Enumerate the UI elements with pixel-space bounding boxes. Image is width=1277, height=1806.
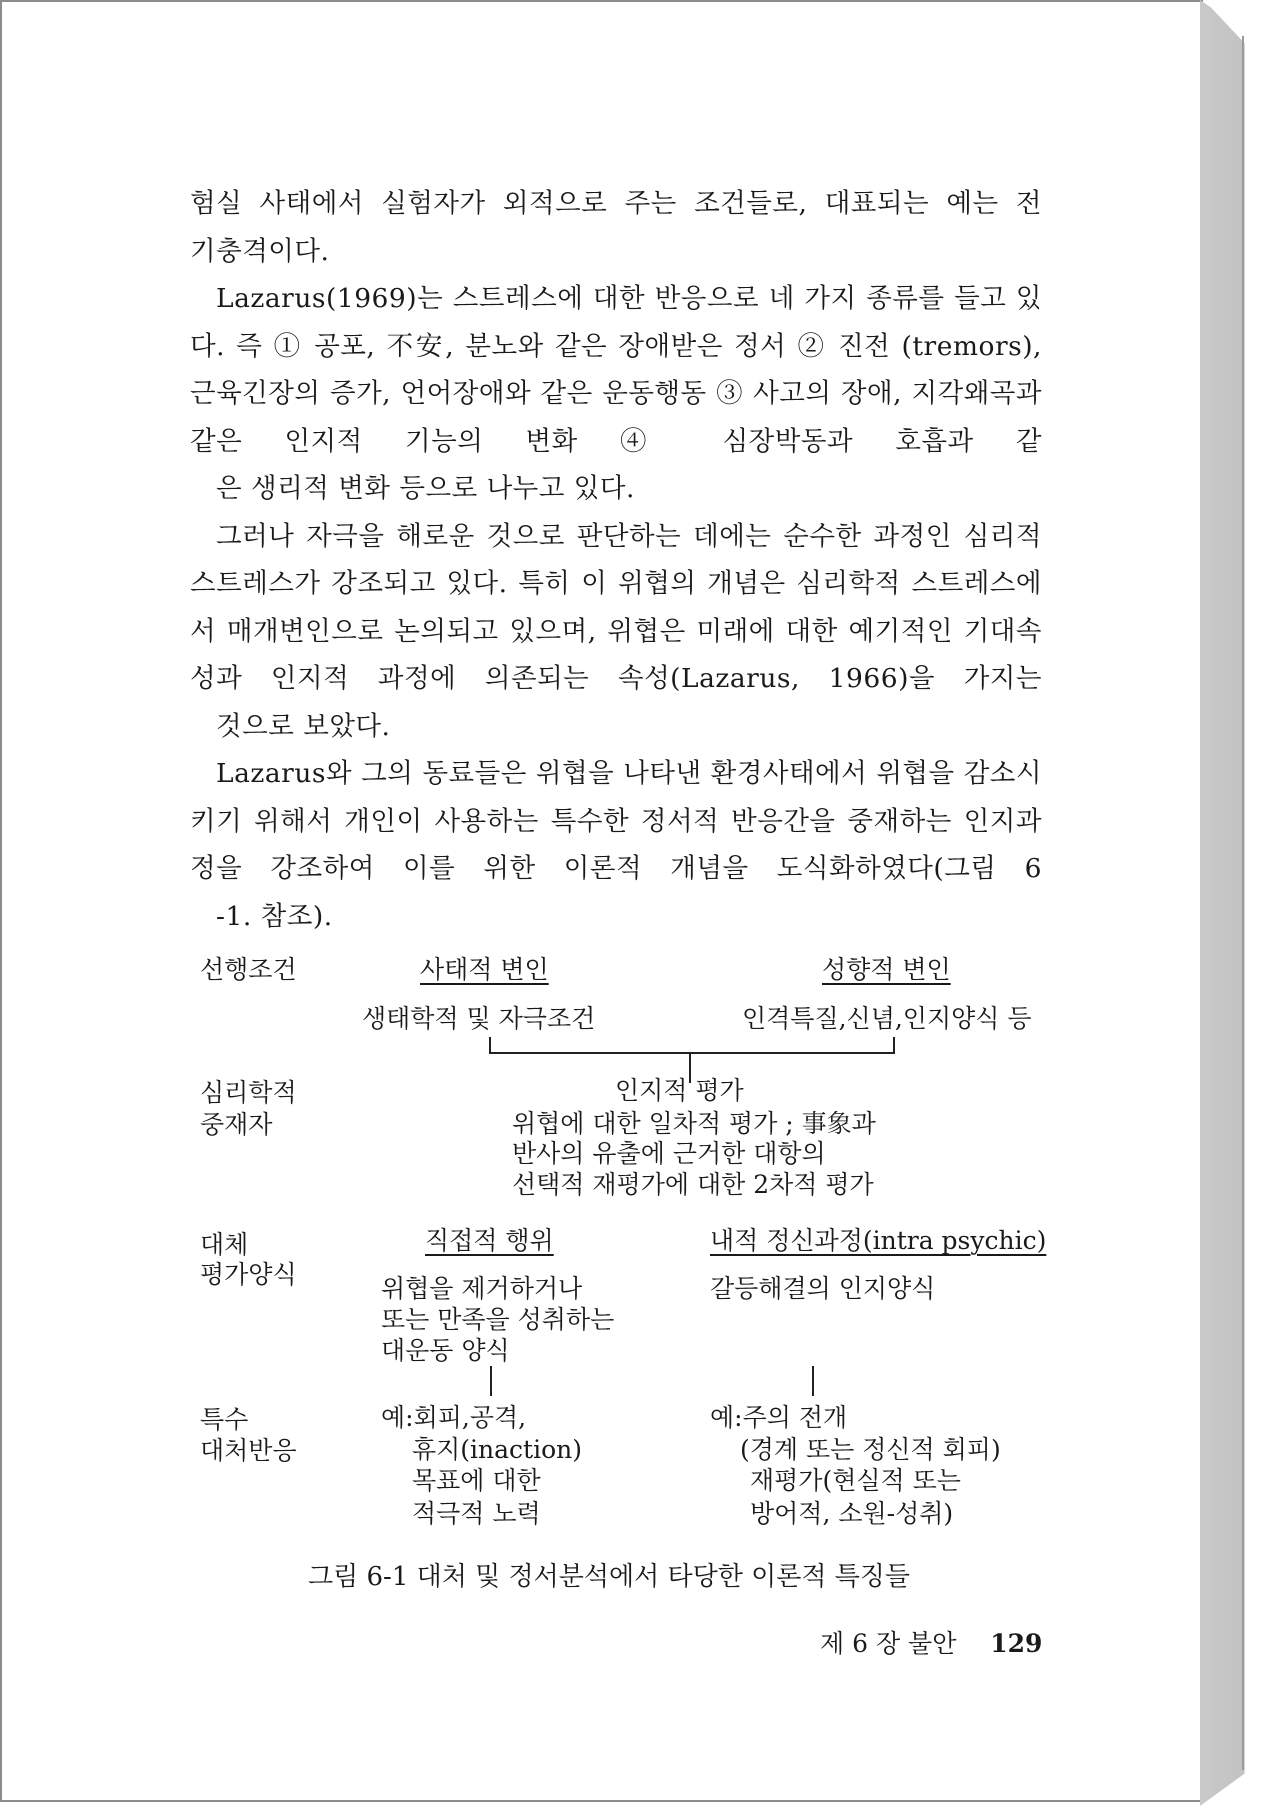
direct-action-line-2: 또는 만족을 성취하는 xyxy=(381,1305,615,1334)
figure-caption: 그림 6-1 대처 및 정서분석에서 타당한 이론적 특징들 xyxy=(308,1562,911,1592)
intrapsychic-desc: 갈등해결의 인지양식 xyxy=(710,1274,936,1303)
paragraph-2-text: Lazarus(1969)는 스트레스에 대한 반응으로 네 가지 종류를 들고 있다. 즉 ① 공포, 不安, 분노와 같은 장애받은 정서 ② 진전 (tremors), 근육긴장의 증가, 언어장애와 같은 운동행동 ③ 사고의 장애, 지각왜곡과 같은 인지적 기능의 변화 ④ 심장박동과 호흡과 같 xyxy=(190,283,1042,457)
connector-horizontal xyxy=(489,1052,895,1054)
direct-action-line-3: 대운동 양식 xyxy=(381,1336,510,1365)
example-intra-line-1: 예:주의 전개 xyxy=(710,1403,848,1432)
direct-action-line-1: 위협을 제거하거나 xyxy=(381,1274,583,1303)
situational-variable-title: 사태적 변인 xyxy=(420,955,549,984)
appraisal-line-1: 위협에 대한 일차적 평가 ; 事象과 xyxy=(512,1109,876,1138)
chapter-title: 제 6 장 불안 xyxy=(820,1629,957,1658)
example-direct-line-3: 목표에 대한 xyxy=(412,1466,541,1495)
direct-action-title: 직접적 행위 xyxy=(425,1226,554,1255)
row-label-coping-2: 평가양식 xyxy=(200,1260,297,1289)
example-intra-line-4: 방어적, 소원-성취) xyxy=(750,1499,954,1528)
example-direct-line-4: 적극적 노력 xyxy=(412,1499,541,1528)
connector-left-tick xyxy=(489,1037,491,1053)
row-label-response-1: 특수 xyxy=(200,1405,249,1434)
connector-direct-down xyxy=(490,1366,492,1396)
paragraph-4-last: -1. 참조). xyxy=(216,900,333,932)
dispositional-variable-title: 성향적 변인 xyxy=(822,955,951,984)
intrapsychic-title: 내적 정신과정(intra psychic) xyxy=(710,1226,1047,1255)
row-label-psych-1: 심리학적 xyxy=(200,1078,297,1107)
paragraph-4-text: Lazarus와 그의 동료들은 위협을 나타낸 환경사태에서 위협을 감소시키기 위해서 개인이 사용하는 특수한 정서적 반응간을 중재하는 인지과정을 강조하여 이를 위한 이론적 개념을 도식화하였다(그림 6 xyxy=(190,758,1042,884)
page-footer xyxy=(820,1624,1042,1660)
row-label-response-2: 대처반응 xyxy=(200,1436,297,1465)
page-number: 129 xyxy=(990,1629,1043,1658)
example-intra-line-2: (경계 또는 정신적 회피) xyxy=(740,1435,1001,1464)
paragraph-1-text: 험실 사태에서 실험자가 외적으로 주는 조건들로, 대표되는 예는 전 xyxy=(190,188,1042,219)
row-label-antecedents: 선행조건 xyxy=(200,955,297,984)
row-label-coping-1: 대체 xyxy=(200,1230,249,1259)
paragraph-2-last: 은 생리적 변화 등으로 나누고 있다. xyxy=(216,473,635,504)
example-direct-line-1: 예:회피,공격, xyxy=(381,1403,527,1432)
example-intra-line-3: 재평가(현실적 또는 xyxy=(750,1466,961,1495)
appraisal-line-3: 선택적 재평가에 대한 2차적 평가 xyxy=(512,1170,874,1199)
cognitive-appraisal-title: 인지적 평가 xyxy=(615,1076,744,1105)
dispositional-variable-desc: 인격특질,신념,인지양식 등 xyxy=(742,1004,1032,1033)
example-direct-line-2: 휴지(inaction) xyxy=(412,1435,583,1464)
paragraph-1-last: 기충격이다. xyxy=(190,235,330,267)
connector-right-tick xyxy=(893,1037,895,1053)
paragraph-3-last: 것으로 보았다. xyxy=(216,710,391,742)
paragraph-3-text: 그러나 자극을 해로운 것으로 판단하는 데에는 순수한 과정인 심리적 스트레스가 강조되고 있다. 특히 이 위협의 개념은 심리학적 스트레스에서 매개변인으로 논의되고 있으며, 위협은 미래에 대한 예기적인 기대속성과 인지적 과정에 의존되는 속성(Lazarus, 1966)을 가지는 xyxy=(190,520,1042,694)
appraisal-line-2: 반사의 유출에 근거한 대항의 xyxy=(512,1139,826,1168)
row-label-psych-2: 중재자 xyxy=(200,1110,273,1139)
connector-intra-down xyxy=(812,1366,814,1396)
situational-variable-desc: 생태학적 및 자극조건 xyxy=(362,1004,596,1033)
